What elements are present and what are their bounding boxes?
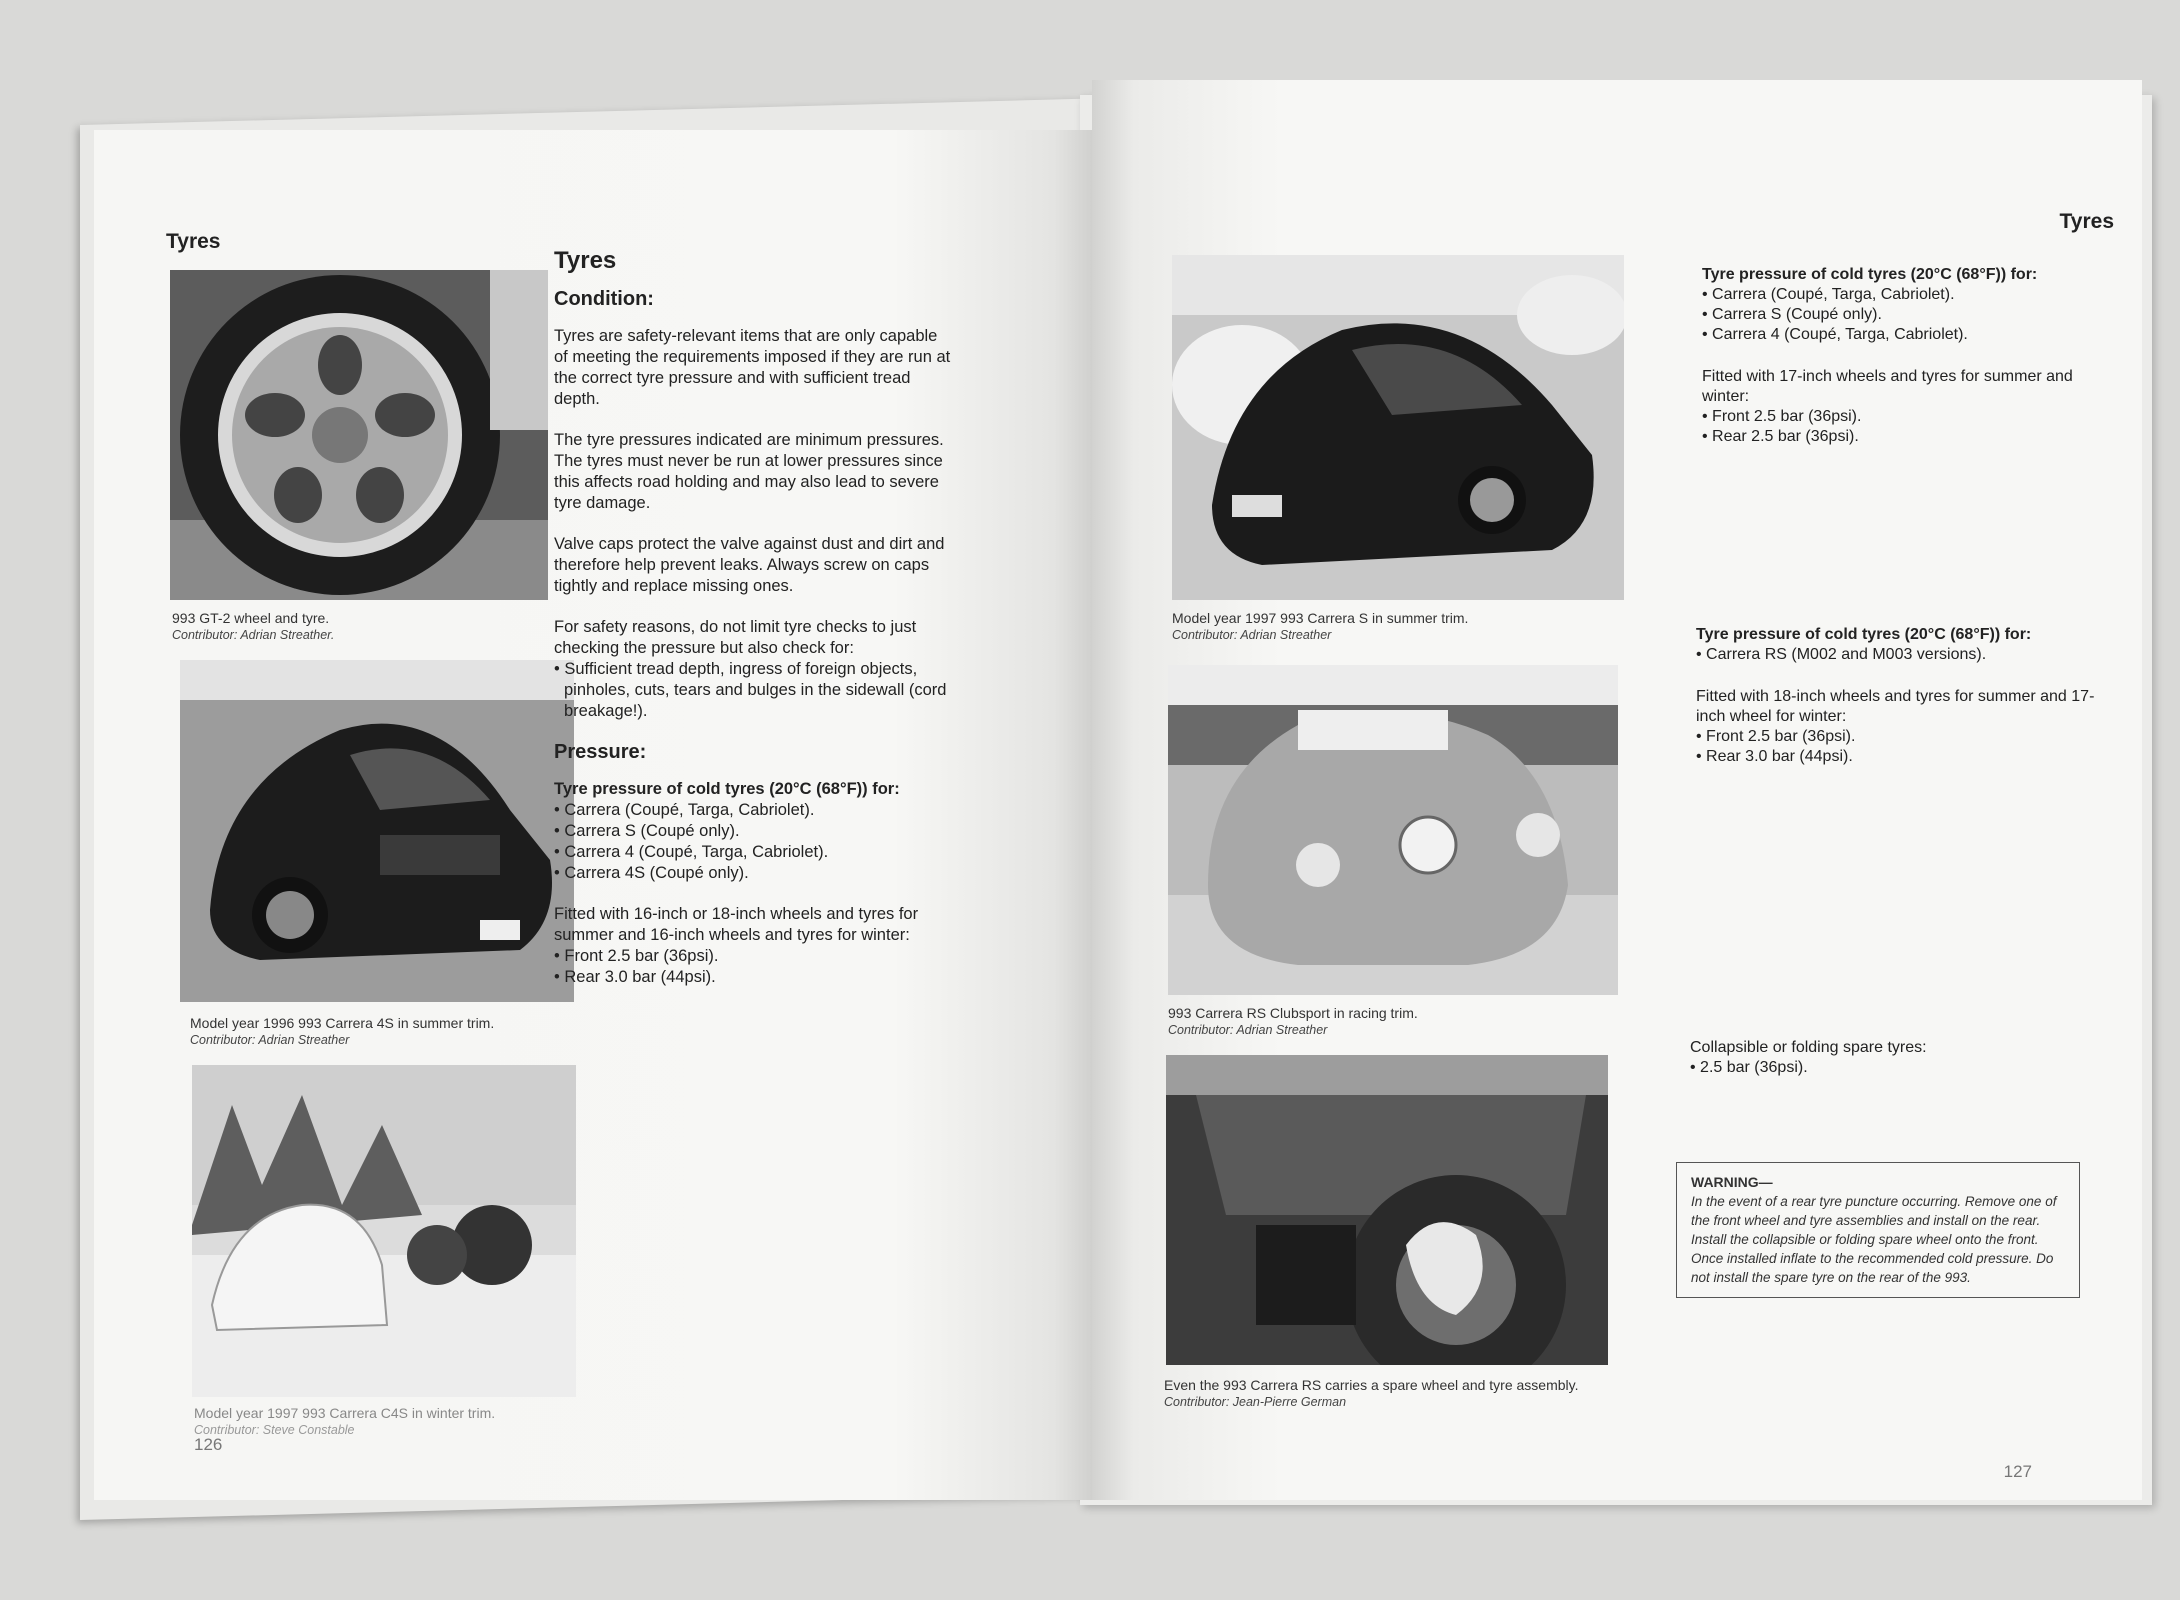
photo-carrera-c4s-winter [192, 1065, 576, 1397]
pressure-subheading: Tyre pressure of cold tyres (20°C (68°F)) for: [1696, 626, 2032, 643]
caption-text: 993 GT-2 wheel and tyre. [172, 610, 330, 626]
pressure-subheading: Tyre pressure of cold tyres (20°C (68°F)) for: [1702, 266, 2038, 283]
caption-photo-2 [190, 1015, 590, 1049]
photo-carrera-4s-summer [180, 660, 574, 1002]
caption-contributor: Contributor: Steve Constable [194, 1423, 355, 1437]
model-item: • Carrera 4 (Coupé, Targa, Cabriolet). [554, 842, 954, 863]
pressure-list [1690, 1058, 2110, 1078]
caption-text: Model year 1997 993 Carrera S in summer trim. [1172, 610, 1469, 626]
model-item: • Carrera S (Coupé only). [554, 821, 954, 842]
warning-title: WARNING— [1691, 1174, 1773, 1190]
photo-carrera-s-summer [1172, 255, 1624, 600]
caption-text: Even the 993 Carrera RS carries a spare wheel and tyre assembly. [1164, 1377, 1579, 1393]
model-item: • Carrera (Coupé, Targa, Cabriolet). [1702, 285, 2122, 305]
condition-heading: Condition: [554, 288, 654, 310]
left-page [94, 130, 1094, 1500]
photo-spare-wheel [1166, 1055, 1608, 1365]
car-image [1172, 255, 1624, 600]
caption-photo-r3 [1164, 1377, 1624, 1411]
caption-photo-r2 [1168, 1005, 1628, 1039]
model-item: • Carrera 4S (Coupé only). [554, 863, 954, 884]
right-pressure-block-2 [1696, 625, 2116, 787]
check-list [554, 659, 954, 722]
photo-gt2-wheel [170, 270, 548, 600]
paragraph-1: Tyres are safety-relevant items that are only capable of meeting the requirements imposed if they are run at the correct tyre pressure and with sufficient tread depth. [554, 327, 951, 408]
caption-photo-3 [194, 1405, 594, 1439]
right-page [1092, 80, 2142, 1500]
running-head-left: Tyres [166, 230, 221, 253]
open-book [80, 70, 2150, 1520]
pressure-item: • Rear 3.0 bar (44psi). [1696, 747, 2116, 767]
paragraph-4: For safety reasons, do not limit tyre checks to just checking the pressure but also check for: [554, 618, 917, 657]
caption-text: 993 Carrera RS Clubsport in racing trim. [1168, 1005, 1418, 1021]
warning-box [1676, 1162, 2080, 1298]
section-title: Tyres [554, 247, 617, 274]
model-item: • Carrera 4 (Coupé, Targa, Cabriolet). [1702, 325, 2122, 345]
model-item: • Carrera S (Coupé only). [1702, 305, 2122, 325]
left-text-column [554, 247, 954, 1008]
car-image [180, 660, 574, 1002]
pressure-item: • Front 2.5 bar (36psi). [1696, 727, 2116, 747]
warning-body: In the event of a rear tyre puncture occurring. Remove one of the front wheel and tyre assemblies and install on the rear. Install the collapsible or folding spare wheel onto the front. Once installed inflate to the recommended cold pressure. Do not install the spare tyre on the rear of the 993. [1691, 1194, 2057, 1285]
caption-photo-r1 [1172, 610, 1632, 644]
model-list [1696, 645, 2116, 665]
pressure-list [1702, 407, 2122, 447]
caption-contributor: Contributor: Adrian Streather [190, 1033, 350, 1047]
wheel-image [170, 270, 548, 600]
page-number-right: 127 [2003, 1462, 2032, 1481]
pressure-item: • 2.5 bar (36psi). [1690, 1058, 2110, 1078]
fitted-text: Fitted with 16-inch or 18-inch wheels and tyres for summer and 16-inch wheels and tyres for winter: [554, 905, 919, 944]
car-snow-image [192, 1065, 576, 1397]
pressure-subheading: Tyre pressure of cold tyres (20°C (68°F)) for: [554, 780, 900, 798]
caption-text: Model year 1996 993 Carrera 4S in summer trim. [190, 1015, 495, 1031]
pressure-item: • Front 2.5 bar (36psi). [554, 946, 954, 967]
caption-text: Model year 1997 993 Carrera C4S in winter trim. [194, 1405, 496, 1421]
spare-text: Collapsible or folding spare tyres: [1690, 1039, 1927, 1056]
photo-carrera-rs-clubsport [1168, 665, 1618, 995]
pressure-list [554, 946, 954, 988]
caption-photo-1 [172, 610, 552, 644]
caption-contributor: Contributor: Adrian Streather [1168, 1023, 1328, 1037]
right-spare-block [1690, 1038, 2110, 1098]
pressure-item: • Rear 2.5 bar (36psi). [1702, 427, 2122, 447]
pressure-list [1696, 727, 2116, 767]
check-item: • Sufficient tread depth, ingress of foreign objects, pinholes, cuts, tears and bulges in the sidewall (cord breakage!). [554, 659, 954, 722]
running-head-right: Tyres [2059, 210, 2114, 233]
pressure-item: • Front 2.5 bar (36psi). [1702, 407, 2122, 427]
model-list [1702, 285, 2122, 345]
right-pressure-block-1 [1702, 265, 2122, 467]
caption-contributor: Contributor: Adrian Streather. [172, 628, 335, 642]
racecar-image [1168, 665, 1618, 995]
pressure-item: • Rear 3.0 bar (44psi). [554, 967, 954, 988]
paragraph-3: Valve caps protect the valve against dust and dirt and therefore help prevent leaks. Always screw on caps tightly and replace missing ones. [554, 535, 945, 595]
model-list [554, 800, 954, 884]
spare-wheel-image [1166, 1055, 1608, 1365]
paragraph-2: The tyre pressures indicated are minimum pressures. The tyres must never be run at lower pressures since this affects road holding and may also lead to severe tyre damage. [554, 431, 944, 512]
caption-contributor: Contributor: Jean-Pierre German [1164, 1395, 1347, 1409]
fitted-text: Fitted with 18-inch wheels and tyres for summer and 17-inch wheel for winter: [1696, 688, 2095, 725]
model-item: • Carrera (Coupé, Targa, Cabriolet). [554, 800, 954, 821]
model-item: • Carrera RS (M002 and M003 versions). [1696, 645, 2116, 665]
fitted-text: Fitted with 17-inch wheels and tyres for summer and winter: [1702, 368, 2073, 405]
caption-contributor: Contributor: Adrian Streather [1172, 628, 1332, 642]
page-number-left: 126 [194, 1435, 223, 1454]
pressure-heading: Pressure: [554, 741, 647, 763]
